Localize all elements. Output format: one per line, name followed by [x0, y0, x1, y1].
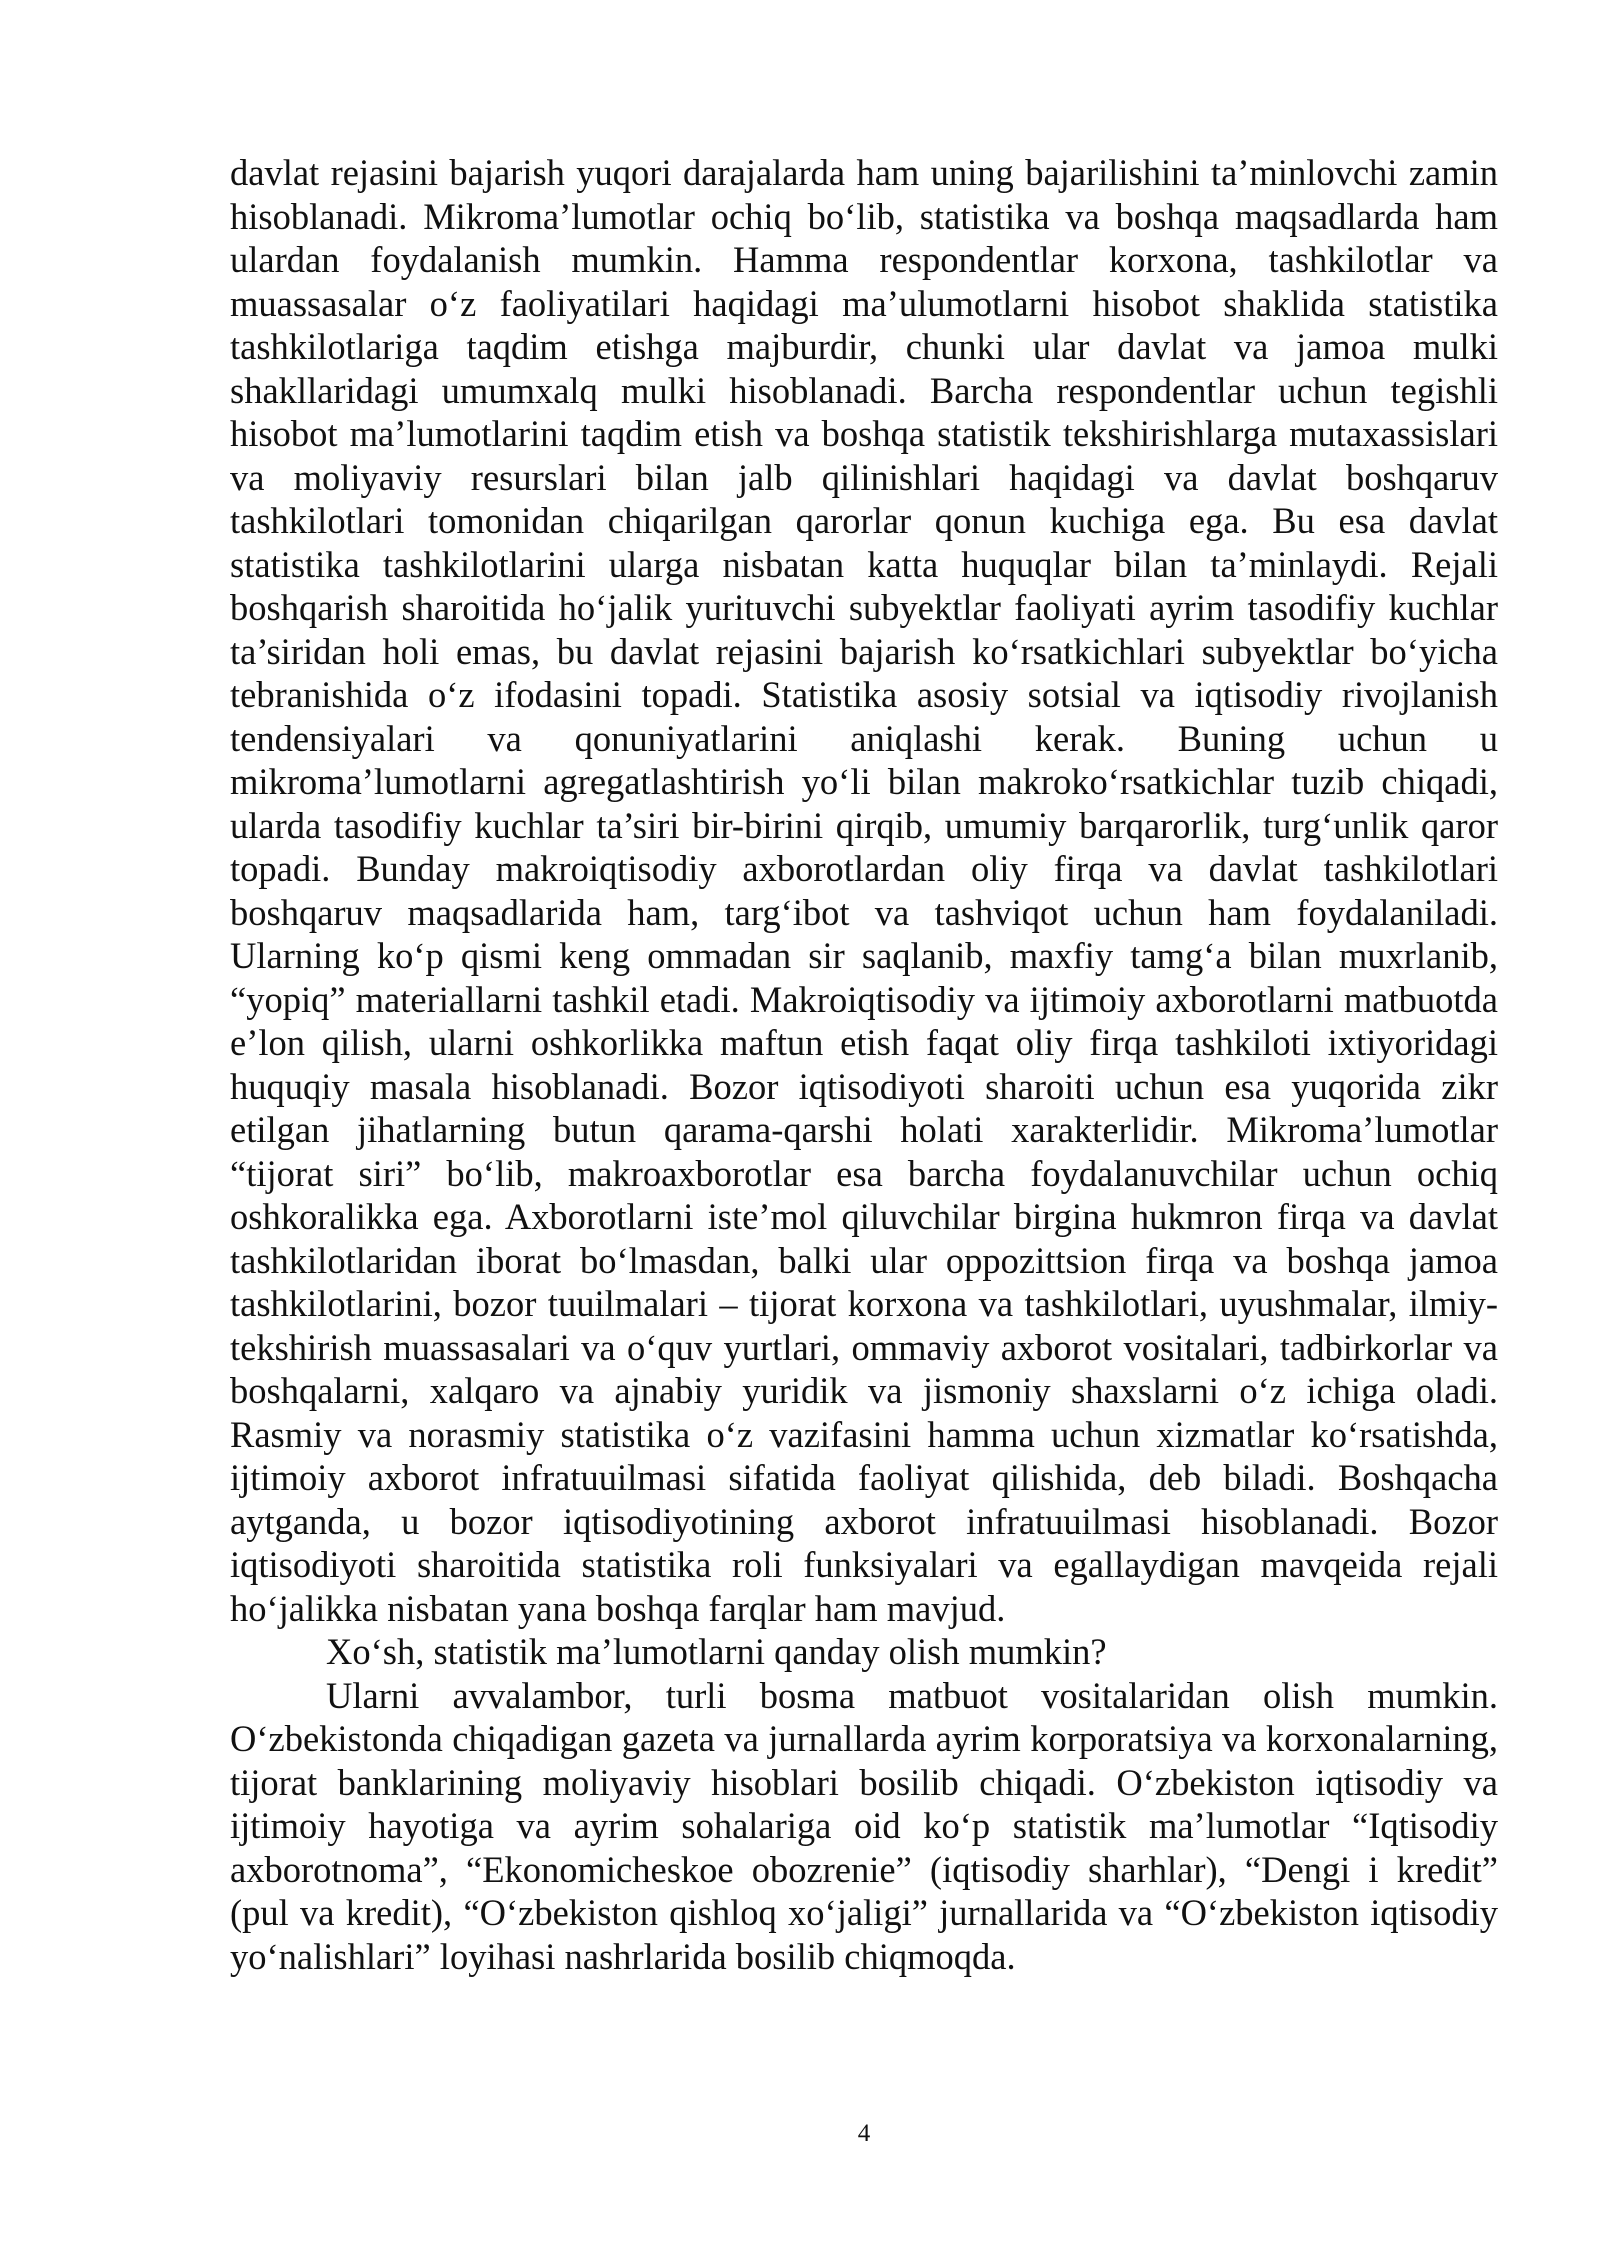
page-number: 4: [857, 2120, 871, 2147]
paragraph-question: Xo‘sh, statistik ma’lumotlarni qanday olish mumkin?: [326, 1631, 1107, 1672]
paragraph-sources: Ularni avvalambor, turli bosma matbuot vositalaridan olish mumkin. O‘zbekistonda chiqadigan gazeta va jurnallarda ayrim korporatsiya va korxonalarning, tijorat banklarining moliyaviy hisoblari bosilib chiqadi. O‘zbekiston iqtisodiy va ijtimoiy hayotiga va ayrim sohalariga oid ko‘p statistik ma’lumotlar “Iqtisodiy axborotnoma”, “Ekonomicheskoe obozrenie” (iqtisodiy sharhlar), “Dengi i kredit” (pul va kredit), “O‘zbekiston qishloq xo‘jaligi” jurnallarida va “O‘zbekiston iqtisodiy yo‘nalishlari” loyihasi nashrlarida bosilib chiqmoqda.: [230, 1674, 1498, 1977]
paragraph-continuation: davlat rejasini bajarish yuqori darajalarda ham uning bajarilishini ta’minlovchi zamin hisoblanadi. Mikroma’lumotlar ochiq bo‘lib, statistika va boshqa maqsadlarda ham ulardan foydalanish mumkin. Hamma respondentlar korxona, tashkilotlar va muassasalar o‘z faoliyatilari haqidagi ma’ulumotlarni hisobot shaklida statistika tashkilotlariga taqdim etishga majburdir, chunki ular davlat va jamoa mulki shakllaridagi umumxalq mulki hisoblanadi. Barcha respondentlar uchun tegishli hisobot ma’lumotlarini taqdim etish va boshqa statistik tekshirishlarga mutaxassislari va moliyaviy resurslari bilan jalb qilinishlari haqidagi va davlat boshqaruv tashkilotlari tomonidan chiqarilgan qarorlar qonun kuchiga ega. Bu esa davlat statistika tashkilotlarini ularga nisbatan katta huquqlar bilan ta’minlaydi. Rejali boshqarish sharoitida ho‘jalik yurituvchi subyektlar faoliyati ayrim tasodifiy kuchlar ta’siridan holi emas, bu davlat rejasini bajarish ko‘rsatkichlari subyektlar bo‘yicha tebranishida o‘z ifodasini topadi. Statistika asosiy sotsial va iqtisodiy rivojlanish tendensiyalari va qonuniyatlarini aniqlashi kerak. Buning uchun u mikroma’lumotlarni agregatlashtirish yo‘li bilan makroko‘rsatkichlar tuzib chiqadi, ularda tasodifiy kuchlar ta’siri bir-birini qirqib, umumiy barqarorlik, turg‘unlik qaror topadi. Bunday makroiqtisodiy axborotlardan oliy firqa va davlat tashkilotlari boshqaruv maqsadlarida ham, targ‘ibot va tashviqot uchun ham foydalaniladi. Ularning ko‘p qismi keng ommadan sir saqlanib, maxfiy tamg‘a bilan muxrlanib, “yopiq” materiallarni tashkil etadi. Makroiqtisodiy va ijtimoiy axborotlarni matbuotda e’lon qilish, ularni oshkorlikka maftun etish faqat oliy firqa tashkiloti ixtiyoridagi huquqiy masala hisoblanadi. Bozor iqtisodiyoti sharoiti uchun esa yuqorida zikr etilgan jihatlarning butun qarama-qarshi holati xarakterlidir. Mikroma’lumotlar “tijorat siri” bo‘lib, makroaxborotlar esa barcha foydalanuvchilar uchun ochiq oshkoralikka ega. Axborotlarni iste’mol qiluvchilar birgina hukmron firqa va davlat tashkilotlaridan iborat bo‘lmasdan, balki ular oppozittsion firqa va boshqa jamoa tashkilotlarini, bozor tuuilmalari – tijorat korxona va tashkilotlari, uyushmalar, ilmiy-tekshirish muassasalari va o‘quv yurtlari, ommaviy axborot vositalari, tadbirkorlar va boshqalarni, xalqaro va ajnabiy yuridik va jismoniy shaxslarni o‘z ichiga oladi. Rasmiy va norasmiy statistika o‘z vazifasini hamma uchun xizmatlar ko‘rsatishda, ijtimoiy axborot infratuuilmasi sifatida faoliyat qilishida, deb biladi. Boshqacha aytganda, u bozor iqtisodiyotining axborot infratuuilmasi hisoblanadi. Bozor iqtisodiyoti sharoitida statistika roli funksiyalari va egallaydigan mavqeida rejali ho‘jalikka nisbatan yana boshqa farqlar ham mavjud.: [230, 152, 1498, 1629]
body-text: [230, 151, 1498, 1978]
